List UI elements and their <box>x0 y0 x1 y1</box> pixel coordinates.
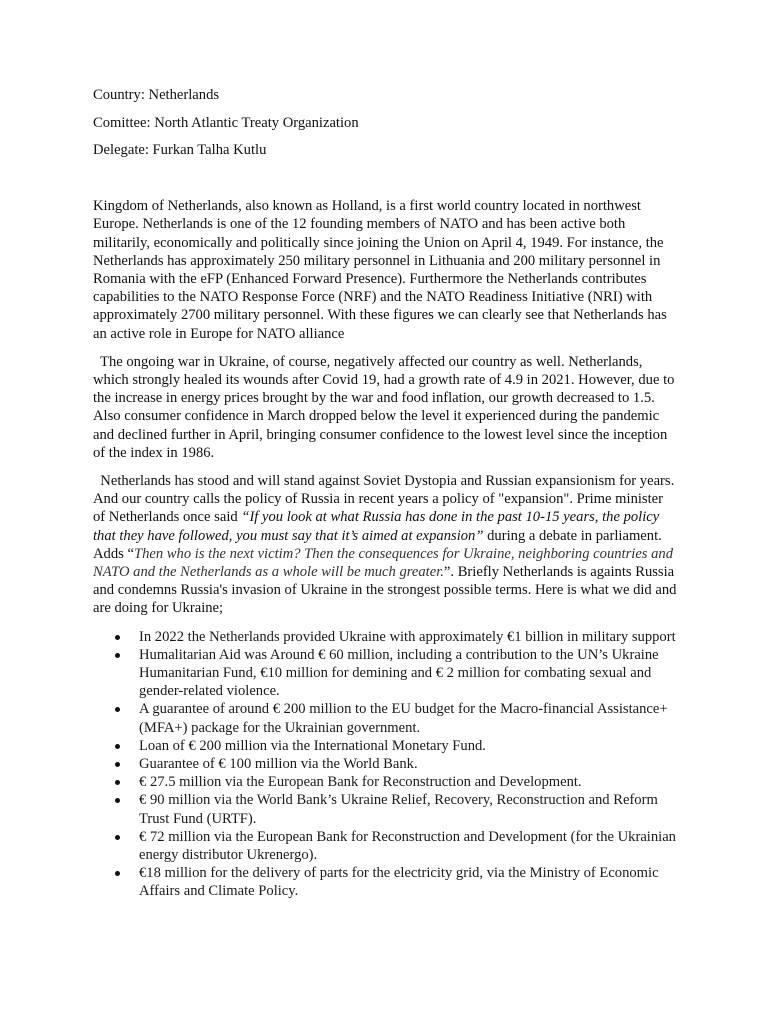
bullet-icon <box>115 762 120 767</box>
bullet-icon <box>115 744 120 749</box>
bullet-icon <box>115 798 120 803</box>
bullet-icon <box>115 707 120 712</box>
document-page <box>93 86 678 901</box>
list-item-text: Humalitarian Aid was Around € 60 million, including a contribution to the UN’s Ukraine Humanitarian Fund, €10 million for demining and € 2 million for combating sexual and gender-related violence. <box>139 646 659 700</box>
list-item <box>139 773 678 791</box>
prime-minister-quote: “If you look at what Russia has done in the past 10-15 years, the policy that they have followed, you must say that it’s aimed at expansion” <box>93 509 660 544</box>
paragraph-ukraine-war-economy <box>93 353 678 462</box>
paragraph-russia-stance-part1: Netherlands has stood and will stand against Soviet Dystopia and Russian expansionism for years. And our country calls the policy of Russia in recent years a policy of "expansion". Prime minister of Netherlands once said <box>93 472 675 526</box>
list-item-text: € 27.5 million via the European Bank for Reconstruction and Development. <box>139 774 582 791</box>
list-item <box>139 864 678 900</box>
list-item-text: € 72 million via the European Bank for Reconstruction and Development (for the Ukrainian energy distributor Ukrenergo). <box>139 828 676 864</box>
bullet-icon <box>115 653 120 658</box>
list-item <box>139 791 678 827</box>
header-spacer <box>93 169 678 197</box>
list-item-text: In 2022 the Netherlands provided Ukraine with approximately €1 billion in military support <box>139 628 676 645</box>
ukraine-aid-list <box>93 628 678 901</box>
indent <box>93 354 100 370</box>
list-item-text: A guarantee of around € 200 million to the EU budget for the Macro-financial Assistance+ (MFA+) package for the Ukrainian government. <box>139 701 668 736</box>
paragraph-nato-membership: Kingdom of Netherlands, also known as Holland, is a first world country located in northwest Europe. Netherlands is one of the 12 founding members of NATO and has been active both militarily, economically and politically since joining the Union on April 4, 1949. For instance, the Netherlands has approximately 250 military personnel in Lithuania and 200 military personnel in Romania with the eFP (Enhanced Forward Presence). Furthermore the Netherlands contributes capabilities to the NATO Response Force (NRF) and the NATO Readiness Initiative (NRI) with approximately 2700 military personnel. With these figures we can clearly see that Netherlands has an active role in Europe for NATO alliance <box>93 198 667 342</box>
list-item-text: € 90 million via the World Bank’s Ukraine Relief, Recovery, Reconstruction and Reform Trust Fund (URTF). <box>139 792 658 827</box>
paragraph-russia-stance-part3: ”. Briefly Netherlands is againts Russia and condemns Russia's invasion of Ukraine in the strongest possible terms. Here is what we did and are doing for Ukraine; <box>93 563 677 617</box>
list-item <box>139 828 678 864</box>
bullet-icon <box>115 635 120 640</box>
delegate-line: Delegate: Furkan Talha Kutlu <box>93 142 267 159</box>
bullet-icon <box>115 835 120 840</box>
bullet-icon <box>115 871 120 876</box>
next-victim-quote: Then who is the next victim? Then the consequences for Ukraine, neighboring countries and NATO and the Netherlands as a whole will be much greater. <box>93 545 674 580</box>
list-item <box>139 646 678 701</box>
list-item-text: Loan of € 200 million via the International Monetary Fund. <box>139 737 486 754</box>
country-line: Country: Netherlands <box>93 87 220 103</box>
paragraph-russia-stance-part2: during a debate in parliament. Adds “ <box>93 527 662 562</box>
list-item <box>139 737 678 755</box>
paragraph-russia-stance <box>93 472 678 618</box>
paragraph-ukraine-war-economy-text: The ongoing war in Ukraine, of course, negatively affected our country as well. Netherlands, which strongly healed its wounds after Covid 19, had a growth rate of 4.9 in 2021. However, due to the increase in energy prices brought by the war and food inflation, our growth decreased to 1.5. Also consumer confidence in March dropped below the level it experienced during the pandemic and declined further in April, bringing consumer confidence to the lowest level since the inception of the index in 1986. <box>93 353 675 461</box>
bullet-icon <box>115 780 120 785</box>
list-item-text: €18 million for the delivery of parts for the electricity grid, via the Ministry of Economic Affairs and Climate Policy. <box>139 865 659 900</box>
list-item-text: Guarantee of € 100 million via the World Bank. <box>139 756 418 772</box>
list-item <box>139 755 678 773</box>
committee-line: Comittee: North Atlantic Treaty Organization <box>93 114 359 131</box>
list-item <box>139 628 678 646</box>
list-item <box>139 700 678 736</box>
